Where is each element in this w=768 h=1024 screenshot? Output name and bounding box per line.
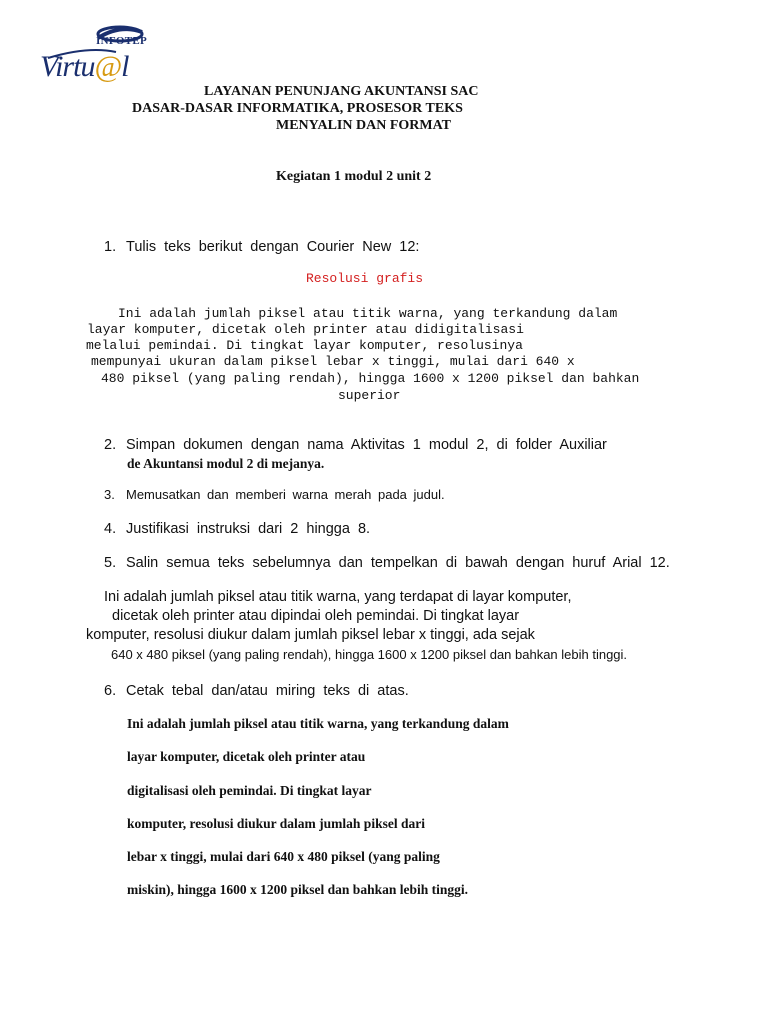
bold-line: digitalisasi oleh pemindai. Di tingkat layar <box>127 783 372 798</box>
arial-line: dicetak oleh printer atau dipindai oleh pemindai. Di tingkat layar <box>112 608 520 624</box>
instruction-2-continuation: de Akuntansi modul 2 di mejanya. <box>127 456 325 471</box>
subtitle: Kegiatan 1 modul 2 unit 2 <box>276 169 432 184</box>
instruction-6: 6. Cetak tebal dan/atau miring teks di atas. <box>104 683 409 699</box>
arial-line: komputer, resolusi diukur dalam jumlah piksel lebar x tinggi, ada sejak <box>86 627 535 643</box>
courier-line: 480 piksel (yang paling rendah), hingga 1600 x 1200 piksel dan bahkan <box>101 371 640 386</box>
bold-line: komputer, resolusi diukur dalam jumlah piksel dari <box>127 816 425 831</box>
header-line-1: LAYANAN PENUNJANG AKUNTANSI SAC <box>204 84 479 99</box>
courier-line: mempunyai ukuran dalam piksel lebar x tinggi, mulai dari 640 x <box>91 354 575 369</box>
logo-wordmark: Virtu@l <box>40 50 129 83</box>
courier-title: Resolusi grafis <box>306 271 424 286</box>
instruction-4: 4. Justifikasi instruksi dari 2 hingga 8. <box>104 521 371 537</box>
instruction-1: 1. Tulis teks berikut dengan Courier New 12: <box>104 239 420 255</box>
bold-line: Ini adalah jumlah piksel atau titik warna, yang terkandung dalam <box>127 716 509 731</box>
infotep-virtual-logo <box>38 22 158 92</box>
instruction-3: 3. Memusatkan dan memberi warna merah pada judul. <box>104 487 445 502</box>
bold-line: lebar x tinggi, mulai dari 640 x 480 piksel (yang paling <box>127 849 440 864</box>
courier-line: superior <box>338 388 401 403</box>
instruction-2: 2. Simpan dokumen dengan nama Aktivitas 1 modul 2, di folder Auxiliar <box>104 437 607 453</box>
courier-line: Ini adalah jumlah piksel atau titik warna, yang terkandung dalam <box>118 306 618 321</box>
bold-line: miskin), hingga 1600 x 1200 piksel dan bahkan lebih tinggi. <box>127 882 468 897</box>
logo-top-text: INFOTEP <box>96 35 147 47</box>
arial-line: Ini adalah jumlah piksel atau titik warna, yang terdapat di layar komputer, <box>104 589 572 605</box>
courier-line: layar komputer, dicetak oleh printer atau didigitalisasi <box>87 322 524 337</box>
arial-line: 640 x 480 piksel (yang paling rendah), hingga 1600 x 1200 piksel dan bahkan lebih tinggi. <box>111 647 628 662</box>
instruction-5: 5. Salin semua teks sebelumnya dan tempelkan di bawah dengan huruf Arial 12. <box>104 555 670 571</box>
header-line-3: MENYALIN DAN FORMAT <box>276 118 451 133</box>
bold-line: layar komputer, dicetak oleh printer atau <box>127 749 366 764</box>
courier-line: melalui pemindai. Di tingkat layar komputer, resolusinya <box>86 338 523 353</box>
header-line-2: DASAR-DASAR INFORMATIKA, PROSESOR TEKS <box>132 101 463 116</box>
